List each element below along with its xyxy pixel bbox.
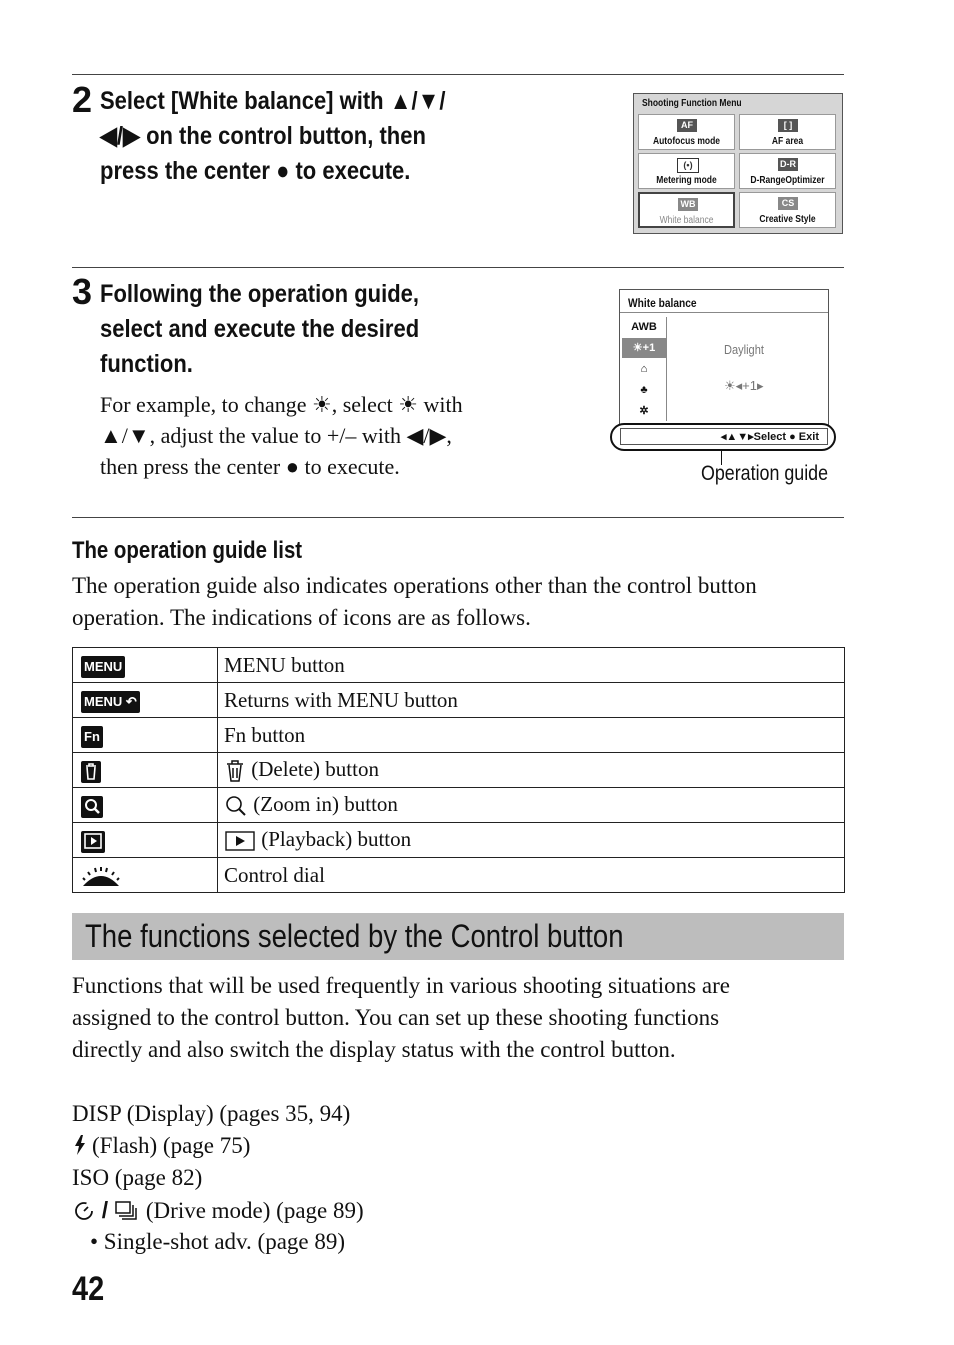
list-rule bbox=[72, 517, 844, 518]
slash: / bbox=[101, 1197, 109, 1223]
fn-icon: Fn bbox=[81, 726, 103, 748]
top-rule bbox=[72, 74, 844, 75]
creative-style-icon: CS bbox=[778, 197, 798, 210]
guide-list-intro-2: operation. The indications of icons are as follows. bbox=[72, 605, 531, 630]
selected-wb-name: Daylight bbox=[724, 342, 764, 357]
row-text: Control dial bbox=[218, 858, 845, 893]
zoom-icon bbox=[81, 796, 103, 818]
cell-label: AF area bbox=[771, 136, 804, 147]
step3-rule bbox=[72, 267, 844, 268]
wb-shade-item: ⌂ bbox=[640, 363, 648, 375]
section-title: The functions selected by the Control button bbox=[85, 918, 624, 954]
table-row bbox=[73, 823, 845, 858]
continuous-shooting-icon bbox=[114, 1199, 140, 1221]
cell-creative-style bbox=[739, 192, 836, 228]
af-area-icon: [ ] bbox=[778, 119, 798, 132]
table-row bbox=[73, 753, 845, 788]
step2-line-1: Select [White balance] with ▲/▼/ bbox=[100, 87, 446, 115]
row-text: (Playback) button bbox=[261, 826, 412, 851]
row-text: MENU button bbox=[218, 648, 845, 683]
page-number: 42 bbox=[72, 1270, 105, 1308]
flash-icon bbox=[72, 1134, 88, 1156]
step3-body-1: For example, to change ☀, select ☀ with bbox=[100, 392, 463, 417]
wb-daylight-item: ☀+1 bbox=[622, 338, 666, 358]
playback-icon bbox=[81, 831, 105, 853]
cell-white-balance bbox=[638, 192, 735, 228]
cell-label: Autofocus mode bbox=[652, 136, 721, 147]
wb-auto-item: AWB bbox=[631, 321, 657, 333]
operation-guide-caption: Operation guide bbox=[701, 462, 829, 485]
wb-options-column bbox=[622, 317, 667, 421]
cell-af-area bbox=[739, 114, 836, 150]
cell-autofocus-mode bbox=[638, 114, 735, 150]
control-dial-icon bbox=[81, 866, 121, 888]
table-row bbox=[73, 718, 845, 753]
screen-title: White balance bbox=[628, 296, 697, 310]
list-item-text: (Drive mode) (page 89) bbox=[145, 1198, 364, 1223]
cell-metering-mode bbox=[638, 153, 735, 189]
magnifier-icon bbox=[224, 794, 248, 818]
play-icon bbox=[224, 829, 256, 853]
cell-label: White balance bbox=[659, 215, 714, 226]
af-icon: AF bbox=[677, 119, 697, 132]
step3-body-2: ▲/▼, adjust the value to +/– with ◀/▶, bbox=[100, 423, 452, 448]
white-balance-icon: WB bbox=[678, 198, 698, 211]
screen-title: Shooting Function Menu bbox=[642, 98, 742, 109]
table-row bbox=[73, 858, 845, 893]
divider bbox=[620, 312, 828, 313]
function-grid bbox=[638, 114, 836, 228]
guide-list-intro-1: The operation guide also indicates operations other than the control button bbox=[72, 573, 757, 598]
metering-icon: (•) bbox=[677, 158, 699, 173]
list-item-drive bbox=[72, 1194, 364, 1227]
step3-line-3: function. bbox=[100, 350, 193, 378]
row-text: Returns with MENU button bbox=[218, 683, 845, 718]
cell-label: D-RangeOptimizer bbox=[750, 175, 825, 186]
section-header bbox=[72, 913, 844, 960]
step2-line-2: ◀/▶ on the control button, then bbox=[100, 122, 426, 150]
self-timer-icon bbox=[72, 1198, 96, 1222]
cell-label: Metering mode bbox=[656, 175, 717, 186]
menu-return-icon: MENU ↶ bbox=[81, 691, 140, 713]
row-text: (Zoom in) button bbox=[253, 791, 398, 816]
white-balance-screen bbox=[619, 289, 829, 426]
section-para-2: assigned to the control button. You can set up these shooting functions bbox=[72, 1005, 720, 1030]
shooting-function-menu-screen bbox=[633, 93, 843, 234]
section-para-1: Functions that will be used frequently in various shooting situations are bbox=[72, 973, 730, 998]
table-row bbox=[73, 648, 845, 683]
delete-icon bbox=[81, 761, 101, 783]
row-text: (Delete) button bbox=[251, 756, 379, 781]
list-item-disp: DISP (Display) (pages 35, 94) bbox=[72, 1101, 351, 1126]
list-item-flash bbox=[72, 1130, 250, 1162]
cell-d-range-optimizer bbox=[739, 153, 836, 189]
d-range-icon: D-R bbox=[780, 159, 796, 169]
step2-line-3: press the center ● to execute. bbox=[100, 157, 411, 185]
selected-wb-value: ☀◂+1▸ bbox=[724, 378, 764, 393]
row-text: Fn button bbox=[218, 718, 845, 753]
list-item-single-shot: • Single-shot adv. (page 89) bbox=[90, 1229, 346, 1254]
step3-line-2: select and execute the desired bbox=[100, 315, 420, 343]
operation-guide-table bbox=[72, 647, 845, 893]
cell-label: Creative Style bbox=[759, 214, 816, 225]
table-row bbox=[73, 683, 845, 718]
step3-line-1: Following the operation guide, bbox=[100, 280, 419, 308]
step3-number: 3 bbox=[72, 271, 93, 312]
trash-icon bbox=[224, 759, 246, 783]
wb-tungsten-item: ✲ bbox=[639, 405, 649, 417]
wb-cloudy-item: ♣ bbox=[640, 384, 648, 396]
table-row bbox=[73, 788, 845, 823]
operation-guide-highlight bbox=[610, 423, 836, 451]
operation-guide-bar: ◂▲▼▸Select ● Exit bbox=[620, 428, 828, 445]
section-para-3: directly and also switch the display status with the control button. bbox=[72, 1037, 676, 1062]
list-item-text: (Flash) (page 75) bbox=[92, 1133, 251, 1158]
list-item-iso: ISO (page 82) bbox=[72, 1165, 203, 1190]
guide-list-heading: The operation guide list bbox=[72, 537, 303, 564]
step3-body-3: then press the center ● to execute. bbox=[100, 454, 400, 479]
step2-number: 2 bbox=[72, 79, 93, 120]
menu-icon: MENU bbox=[81, 656, 125, 678]
